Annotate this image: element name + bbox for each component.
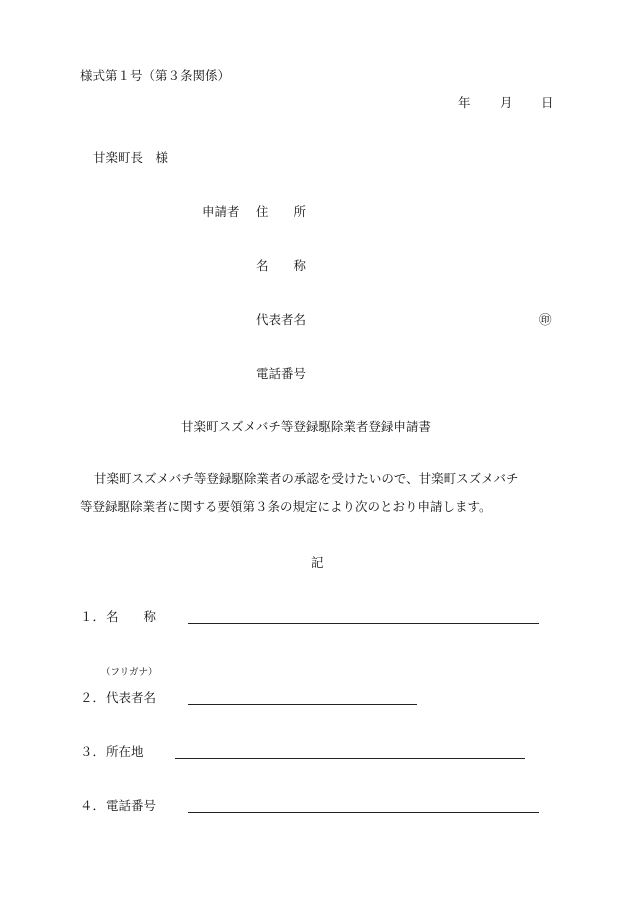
item-4-label: 電話番号 — [106, 798, 157, 813]
item-2-entry-line[interactable] — [188, 704, 417, 705]
name-label: 名 称 — [256, 258, 307, 273]
body-line-2: 等登録駆除業者に関する要領第３条の規定により次のとおり申請します。 — [80, 499, 492, 514]
item-4-entry-line[interactable] — [188, 812, 539, 813]
item-1-number: １． — [80, 609, 106, 624]
item-2-number: ２． — [80, 690, 106, 705]
ki-label: 記 — [311, 555, 324, 570]
item-4-number: ４． — [80, 798, 106, 813]
form-number: 様式第１号（第３条関係） — [80, 68, 231, 83]
phone-label: 電話番号 — [256, 366, 307, 381]
applicant-label: 申請者 — [202, 204, 240, 219]
item-1-entry-line[interactable] — [188, 623, 539, 624]
date-month-label: 月 — [500, 95, 513, 110]
item-2-label: 代表者名 — [106, 690, 157, 705]
address-label: 住 所 — [256, 204, 307, 219]
item-3-entry-line[interactable] — [175, 758, 525, 759]
item-3-label: 所在地 — [106, 744, 144, 759]
item-1-label: 名 称 — [106, 609, 157, 624]
body-line-1: 甘楽町スズメバチ等登録駆除業者の承認を受けたいので、甘楽町スズメバチ — [94, 471, 519, 486]
representative-label: 代表者名 — [256, 312, 307, 327]
addressee: 甘楽町長 様 — [93, 150, 169, 165]
item-3-number: ３． — [80, 744, 106, 759]
date-day-label: 日 — [541, 95, 554, 110]
date-year-label: 年 — [458, 95, 471, 110]
seal-mark: ㊞ — [539, 312, 552, 327]
item-2-furigana: （フリガナ） — [101, 667, 158, 678]
document-title: 甘楽町スズメバチ等登録駆除業者登録申請書 — [181, 419, 431, 434]
